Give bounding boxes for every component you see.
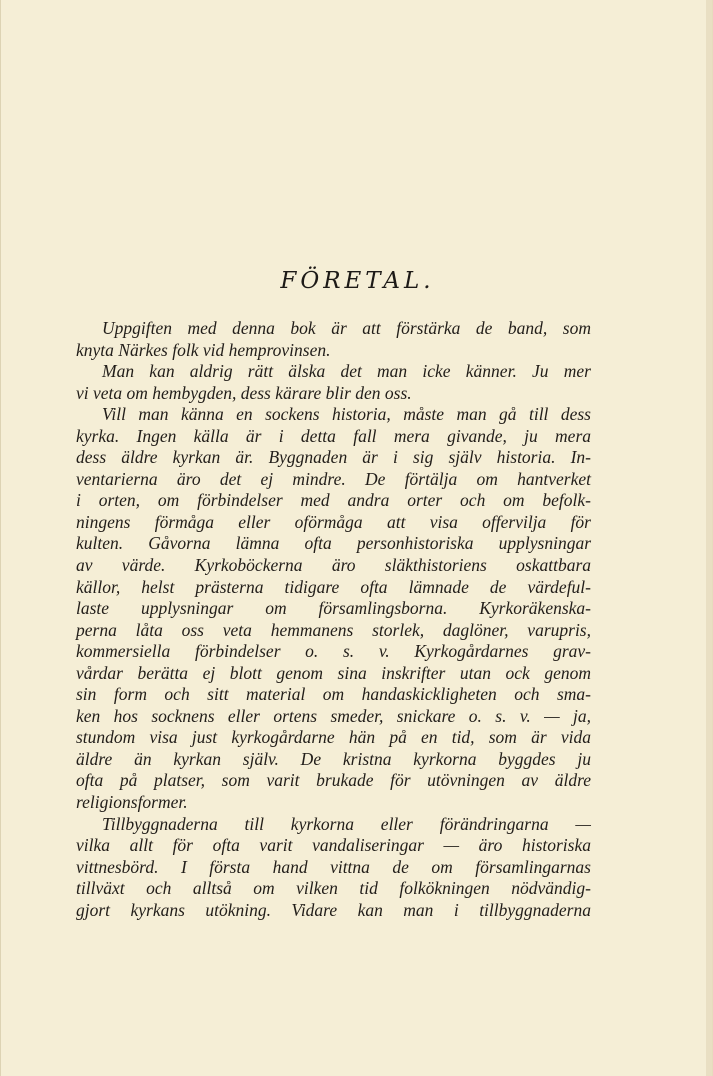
text-line: vårdar berätta ej blott genom sina inskrifter utan ock genom [76,662,591,683]
text-line: kyrka. Ingen källa är i detta fall mera givande, ju mera [76,425,591,446]
text-line: ningens förmåga eller oförmåga att visa offervilja för [76,511,591,532]
text-line: sin form och sitt material om handaskickligheten och sma- [76,684,591,705]
text-line: dess äldre kyrkan är. Byggnaden är i sig själv historia. In- [76,447,591,468]
text-line: perna låta oss veta hemmanens storlek, daglöner, varupris, [76,619,591,640]
text-line: i orten, om förbindelser med andra orter och om befolk- [76,490,591,511]
text-line: Uppgiften med denna bok är att förstärka de band, som [102,318,591,338]
preface-text [76,318,591,921]
text-line: vilka allt för ofta varit vandaliseringar — äro historiska [76,835,591,856]
page-edge [706,0,712,1076]
text-line: vittnesbörd. I första hand vittna de om församlingarnas [76,856,591,877]
text-line: av värde. Kyrkoböckerna äro släkthistoriens oskattbara [76,555,591,576]
text-line: vi veta om hembygden, dess kärare blir den oss. [76,382,412,403]
text-line: kommersiella förbindelser o. s. v. Kyrkogårdarnes grav- [76,641,591,662]
text-line: Vill man känna en sockens historia, måste man gå till dess [102,404,591,425]
text-line: äldre än kyrkan själv. De kristna kyrkorna byggdes ju [76,748,591,769]
text-line: källor, helst prästerna tidigare ofta lämnade de värdeful- [76,576,591,597]
text-line: Tillbyggnaderna till kyrkorna eller förändringarna — [102,813,591,834]
page-title: FÖRETAL. [280,268,435,294]
text-line: religionsformer. [76,792,188,813]
text-line: laste upplysningar om församlingsborna. Kyrkoräkenska- [76,598,591,619]
text-line: ofta på platser, som varit brukade för utövningen av äldre [76,770,591,791]
text-line: knyta Närkes folk vid hemprovinsen. [76,339,331,360]
text-line: ken hos socknens eller ortens smeder, snickare o. s. v. — ja, [76,705,591,726]
text-line: tillväxt och alltså om vilken tid folkökningen nödvändig- [76,878,591,899]
text-line: ventarierna äro det ej mindre. De förtälja om hantverket [76,468,591,489]
text-line: stundom visa just kyrkogårdarne hän på en tid, som är vida [76,727,591,748]
text-line: gjort kyrkans utökning. Vidare kan man i tillbyggnaderna [76,899,591,920]
text-line: Man kan aldrig rätt älska det man icke känner. Ju mer [102,361,591,382]
text-line: kulten. Gåvorna lämna ofta personhistoriska upplysningar [76,533,591,554]
